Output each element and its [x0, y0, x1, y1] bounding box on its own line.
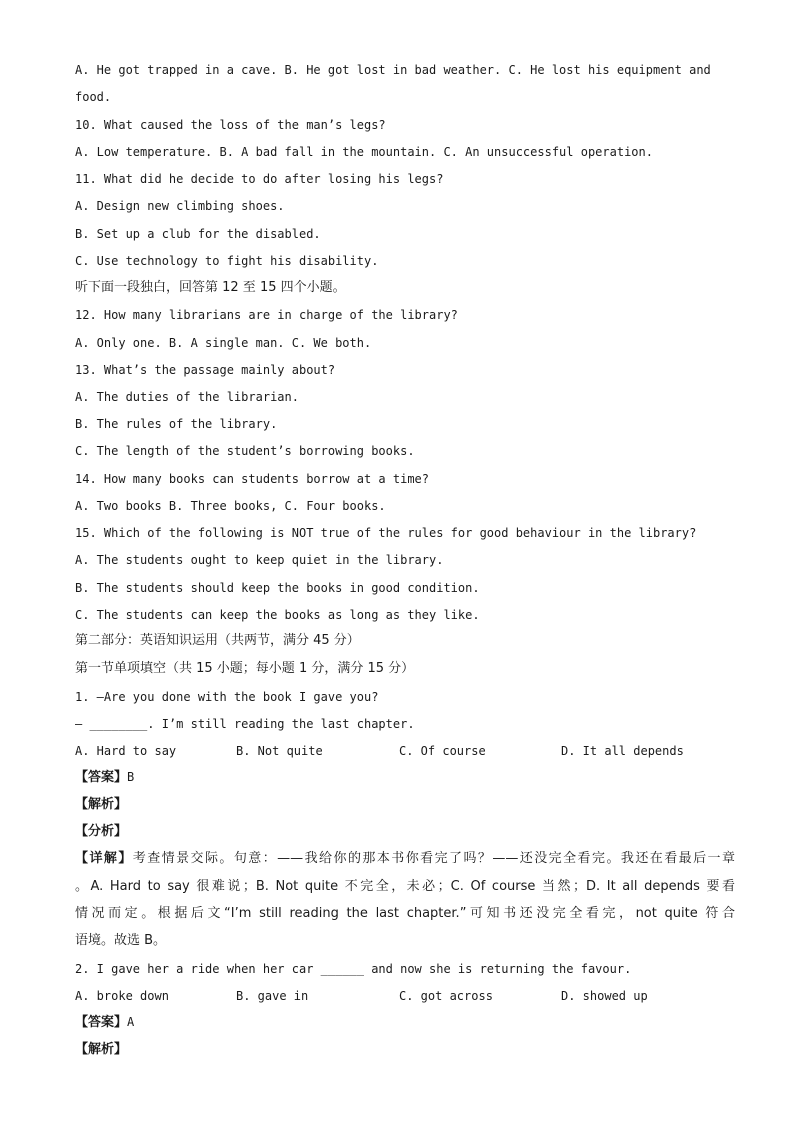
question-15-option-c: C. The students can keep the books as long as they like. — [75, 608, 480, 622]
option-d: D. showed up — [561, 989, 648, 1003]
answer-1 — [75, 769, 735, 786]
answer-value: B — [127, 770, 135, 784]
part-2-heading: 第二部分：英语知识运用（共两节，满分 45 分） — [75, 633, 360, 648]
detail-line-1 — [75, 851, 735, 867]
analysis-label-2: 【解析】 — [75, 1042, 128, 1057]
question-13-option-b: B. The rules of the library. — [75, 417, 278, 431]
question-10: 10. What caused the loss of the man’s legs? — [75, 118, 386, 132]
question-11: 11. What did he decide to do after losing his legs? — [75, 172, 444, 186]
question-11-option-b: B. Set up a club for the disabled. — [75, 227, 321, 241]
detail-text-1: 考查情景交际。句意：——我给你的那本书你看完了吗？——还没完全看完。我还在看最后一章 — [132, 851, 735, 866]
detail-line-3: 情况而定。根据后文“I’m still reading the last chapter.”可知书还没完全看完，not quite 符合 — [75, 906, 735, 921]
option-b: B. gave in — [236, 989, 309, 1003]
question-13: 13. What’s the passage mainly about? — [75, 363, 336, 377]
question-10-options: A. Low temperature. B. A bad fall in the mountain. C. An unsuccessful operation. — [75, 145, 653, 159]
question-12: 12. How many librarians are in charge of the library? — [75, 308, 458, 322]
answer-value: A — [127, 1015, 135, 1029]
answer-label: 【答案】 — [75, 1015, 128, 1030]
question-14: 14. How many books can students borrow at a time? — [75, 472, 430, 486]
question-11-option-c: C. Use technology to fight his disability. — [75, 254, 379, 268]
answer-2 — [75, 1014, 735, 1031]
option-b: B. Not quite — [236, 744, 323, 758]
s1-question-1: 1. —Are you done with the book I gave you? — [75, 690, 379, 704]
question-13-option-c: C. The length of the student’s borrowing books. — [75, 444, 415, 458]
detail-line-2: 。A. Hard to say 很难说；B. Not quite 不完全，未必；C. Of course 当然；D. It all depends 要看 — [75, 879, 735, 894]
question-14-options: A. Two books B. Three books, C. Four books. — [75, 499, 386, 513]
question-13-option-a: A. The duties of the librarian. — [75, 390, 299, 404]
option-c: C. Of course — [399, 744, 486, 758]
q9-options-line2: food. — [75, 90, 112, 104]
s1-question-2: 2. I gave her a ride when her car ______ and now she is returning the favour. — [75, 962, 632, 976]
analysis-label-1: 【解析】 — [75, 797, 128, 812]
s1-question-1-options — [75, 743, 735, 759]
detail-line-4: 语境。故选 B。 — [75, 933, 167, 948]
monologue-instruction: 听下面一段独白，回答第 12 至 15 四个小题。 — [75, 280, 346, 295]
question-15: 15. Which of the following is NOT true of the rules for good behaviour in the library? — [75, 526, 697, 540]
question-15-option-b: B. The students should keep the books in good condition. — [75, 581, 480, 595]
option-a: A. Hard to say — [75, 744, 177, 758]
question-12-options: A. Only one. B. A single man. C. We both. — [75, 336, 372, 350]
s1-question-1-reply: — ________. I’m still reading the last chapter. — [75, 717, 415, 731]
s1-question-2-options — [75, 988, 735, 1004]
breakdown-label-1: 【分析】 — [75, 824, 128, 839]
section-1-heading: 第一节单项填空（共 15 小题；每小题 1 分，满分 15 分） — [75, 661, 415, 676]
option-d: D. It all depends — [561, 744, 684, 758]
q9-options-line1: A. He got trapped in a cave. B. He got lost in bad weather. C. He lost his equipment and — [75, 63, 711, 77]
question-15-option-a: A. The students ought to keep quiet in the library. — [75, 553, 444, 567]
option-c: C. got across — [399, 989, 493, 1003]
detail-label: 【详解】 — [75, 851, 133, 866]
question-11-option-a: A. Design new climbing shoes. — [75, 199, 285, 213]
option-a: A. broke down — [75, 989, 169, 1003]
answer-label: 【答案】 — [75, 770, 128, 785]
